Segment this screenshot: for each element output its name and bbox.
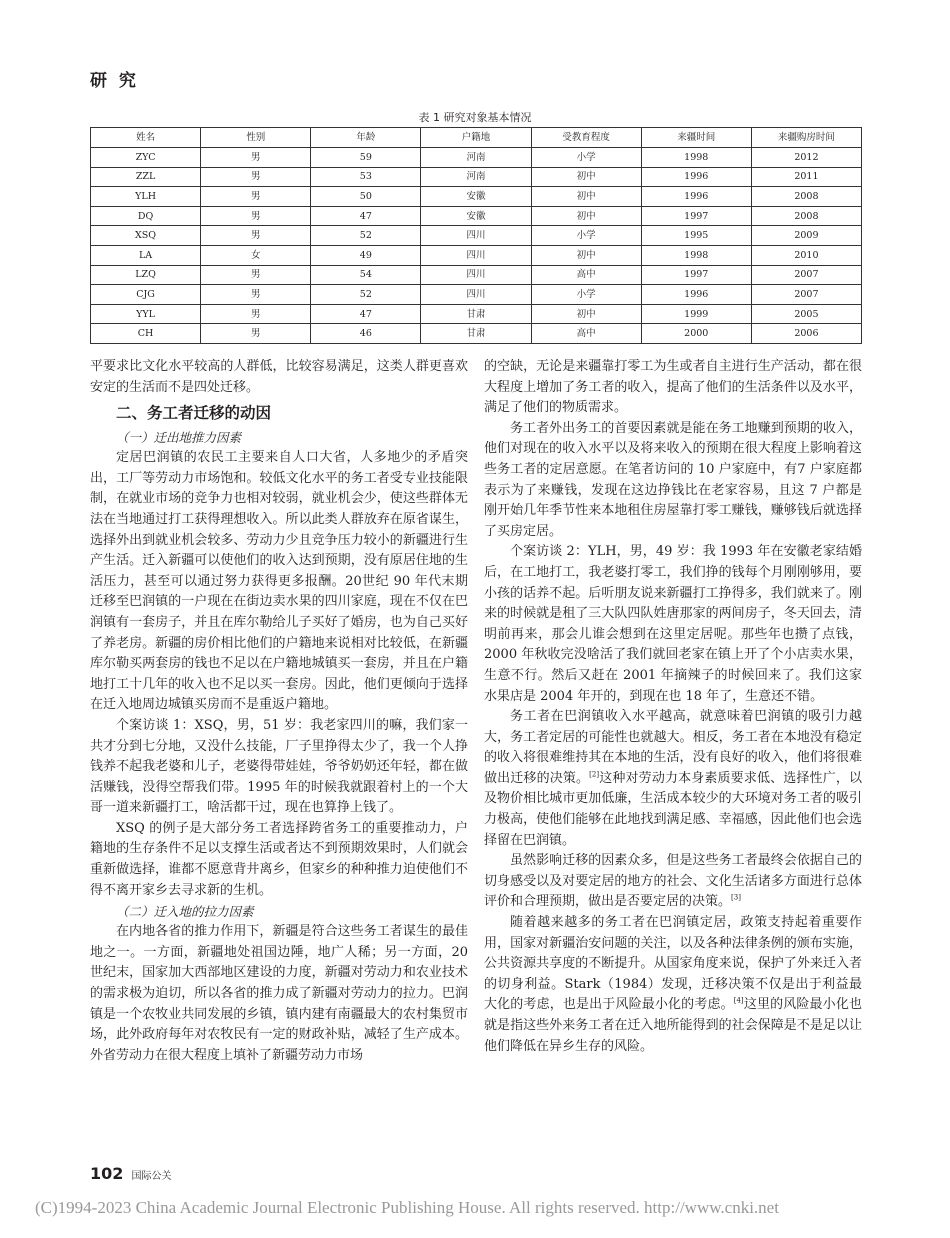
table-cell: CJG xyxy=(91,285,201,305)
table-cell: 47 xyxy=(311,206,421,226)
left-column xyxy=(90,357,468,1066)
table-cell: YYL xyxy=(91,304,201,324)
table-cell: 1997 xyxy=(641,265,751,285)
table-cell: 四川 xyxy=(421,285,531,305)
table-cell: 男 xyxy=(201,226,311,246)
table-header-row xyxy=(91,128,862,148)
table-row xyxy=(91,324,862,344)
table-cell: 2007 xyxy=(751,285,861,305)
table-cell: 甘肃 xyxy=(421,324,531,344)
table-cell: 初中 xyxy=(531,206,641,226)
column-header: 姓名 xyxy=(91,128,201,148)
column-header: 性别 xyxy=(201,128,311,148)
table-cell: 初中 xyxy=(531,167,641,187)
table-cell: 50 xyxy=(311,187,421,207)
table-row xyxy=(91,206,862,226)
table-cell: 1996 xyxy=(641,285,751,305)
table-cell: YLH xyxy=(91,187,201,207)
paragraph-text: 这里的风险最小化也就是指这些外来务工者在迁入地所能得到的社会保障是不是足以让他们降低在异乡生存的风险。 xyxy=(484,997,862,1054)
column-header: 来疆时间 xyxy=(641,128,751,148)
table-cell: 初中 xyxy=(531,245,641,265)
table-cell: ZYC xyxy=(91,148,201,168)
table-cell: 四川 xyxy=(421,226,531,246)
paragraph-text: 随着越来越多的务工者在巴润镇定居，政策支持起着重要作用，国家对新疆治安问题的关注，以及各种法律条例的颁布实施，公共资源共享度的不断提升。从国家角度来说，保护了外来迁入者的切身利益。Stark（1984）发现，迁移决策不仅是出于利益最大化的考虑，也是出于风险最小化的考虑。 xyxy=(484,915,862,1013)
table-cell: 小学 xyxy=(531,148,641,168)
table-cell: LA xyxy=(91,245,201,265)
table-cell: 49 xyxy=(311,245,421,265)
citation: [4] xyxy=(733,997,744,1006)
copyright-notice: (C)1994-2023 China Academic Journal Electronic Publishing House. All rights reserved. http://www.cnki.net xyxy=(35,1198,779,1217)
paragraph xyxy=(484,707,862,851)
table-cell: LZQ xyxy=(91,265,201,285)
paragraph: 务工者外出务工的首要因素就是能在务工地赚到预期的收入，他们对现在的收入水平以及将来收入的预期在很大程度上影响着这些务工者的定居意愿。在笔者访问的 10 户家庭中，有7 户家庭都表示为了来赚钱，发现在这边挣钱比在老家容易，且这 7 户都是刚开始几年季节性来本地租住房屋靠打零工赚钱，赚够钱后就选择了买房定居。 xyxy=(484,420,862,539)
paragraph-text: 务工者在巴润镇收入水平越高，就意味着巴润镇的吸引力越大，务工者定居的可能性也就越大。相反，务工者在本地没有稳定的收入将很难维持其在本地的生活，没有良好的收入，他们将很难做出迁移的决策。 xyxy=(484,709,862,786)
column-header: 受教育程度 xyxy=(531,128,641,148)
table-cell: 1998 xyxy=(641,148,751,168)
paragraph: 在内地各省的推力作用下，新疆是符合这些务工者谋生的最佳地之一。一方面，新疆地处祖国边陲，地广人稀；另一方面，20 世纪末，国家加大西部地区建设的力度，新疆对劳动力和农业技术的需求极为迫切，所以各省的推力成了新疆对劳动力的拉力。巴润镇是一个农牧业共同发展的乡镇，镇内建有南疆最大的农村集贸市场，此外政府每年对农牧民有一定的财政补贴，减轻了生产成本。外省劳动力在很大程度上填补了新疆劳动力市场 xyxy=(90,924,468,1063)
table-cell: 2012 xyxy=(751,148,861,168)
table-caption: 表 1 研究对象基本情况 xyxy=(418,111,532,124)
table-cell: 男 xyxy=(201,148,311,168)
table-row xyxy=(91,285,862,305)
table-cell: 初中 xyxy=(531,187,641,207)
table-cell: 1995 xyxy=(641,226,751,246)
column-header: 来疆购房时间 xyxy=(751,128,861,148)
right-column xyxy=(484,357,862,1057)
table-cell: 2009 xyxy=(751,226,861,246)
table-cell: 1996 xyxy=(641,167,751,187)
table-cell: 2010 xyxy=(751,245,861,265)
table-cell: 1998 xyxy=(641,245,751,265)
table-cell: 47 xyxy=(311,304,421,324)
table-cell: 52 xyxy=(311,285,421,305)
table-cell: 男 xyxy=(201,304,311,324)
table-cell: 2000 xyxy=(641,324,751,344)
table-cell: 河南 xyxy=(421,148,531,168)
paragraph: 的空缺，无论是来疆靠打零工为生或者自主进行生产活动，都在很大程度上增加了务工者的收入，提高了他们的生活条件以及水平，满足了他们的物质需求。 xyxy=(484,359,862,416)
table-cell: CH xyxy=(91,324,201,344)
table-cell: 男 xyxy=(201,167,311,187)
table-cell: 高中 xyxy=(531,265,641,285)
table-cell: 初中 xyxy=(531,304,641,324)
table-cell: 2008 xyxy=(751,187,861,207)
subjects-table xyxy=(90,127,862,344)
table-cell: 2005 xyxy=(751,304,861,324)
table-cell: 1999 xyxy=(641,304,751,324)
table-cell: 小学 xyxy=(531,226,641,246)
table-cell: 男 xyxy=(201,285,311,305)
table-cell: 54 xyxy=(311,265,421,285)
citation: [3] xyxy=(731,894,741,903)
paragraph: 个案访谈 2：YLH，男，49 岁：我 1993 年在安徽老家结婚后，在工地打工，我老婆打零工，我们挣的钱每个月刚刚够用，要小孩的话养不起。后听朋友说来新疆打工挣得多，我们就来了。刚来的时候就是租了三大队四队姓唐那家的两间房子，冬天回去，清明前再来，那会儿谁会想到在这里定居呢。那些年也攒了点钱，2000 年秋收完没啥活了我们就回老家在镇上开了个小店卖水果，生意不行。然后又赶在 2001 年摘辣子的时候回来了。我们这家水果店是 2004 年开的，到现在也 18 年了，生意还不错。 xyxy=(484,544,862,704)
paragraph xyxy=(484,913,862,1057)
column-header: 户籍地 xyxy=(421,128,531,148)
column-header: 年龄 xyxy=(311,128,421,148)
table-cell: 四川 xyxy=(421,265,531,285)
paragraph-text: 这种对劳动力本身素质要求低、选择性广，以及物价相比城市更加低廉，生活成本较少的大环境对务工者的吸引力极高，使他们能够在此地找到满足感、幸福感，因此他们也会选择留在巴润镇。 xyxy=(484,770,862,848)
table-cell: 53 xyxy=(311,167,421,187)
subsection-heading: （一）迁出地推力因素 xyxy=(116,430,242,446)
journal-name: 国际公关 xyxy=(131,1171,172,1182)
table-cell: 男 xyxy=(201,265,311,285)
table-cell: 男 xyxy=(201,206,311,226)
table-body xyxy=(91,148,862,344)
page-footer xyxy=(90,1164,172,1183)
table-cell: 安徽 xyxy=(421,206,531,226)
table-cell: XSQ xyxy=(91,226,201,246)
paragraph: 定居巴润镇的农民工主要来自人口大省，人多地少的矛盾突出，工厂等劳动力市场饱和。较低文化水平的务工者受专业技能限制，在就业市场的竞争力也相对较弱，就业机会少，使这些群体无法在当地通过打工获得理想收入。所以此类人群放弃在原省谋生，选择外出到就业机会较多、劳动力少且竞争压力较小的新疆进行生产生活。迁入新疆可以使他们的收入达到预期，没有原居住地的生活压力，甚至可以通过努力获得更多报酬。20世纪 90 年代末期迁移至巴润镇的一户现在在街边卖水果的四川家庭，现在不仅在巴润镇有一套房子，并且在库尔勒给儿子买好了婚房，也为自己买好了养老房。新疆的房价相比他们的户籍地来说相对比较低，在新疆库尔勒买两套房的钱也不足以在户籍地城镇买一套房，并且在户籍地打工十几年的收入也不足以买一套房。因此，他们更倾向于选择在迁入地周边城镇买房而不是重返户籍地。 xyxy=(90,450,468,713)
subsection-heading: （二）迁入地的拉力因素 xyxy=(116,904,254,920)
table-cell: 52 xyxy=(311,226,421,246)
table-cell: DQ xyxy=(91,206,201,226)
table-cell: 2007 xyxy=(751,265,861,285)
table-cell: 高中 xyxy=(531,324,641,344)
table-cell: 男 xyxy=(201,187,311,207)
table-cell: 2011 xyxy=(751,167,861,187)
table-row xyxy=(91,245,862,265)
table-cell: 男 xyxy=(201,324,311,344)
table-cell: 1996 xyxy=(641,187,751,207)
table-row xyxy=(91,187,862,207)
section-heading: 二、务工者迁移的动因 xyxy=(116,404,272,423)
page-number: 102 xyxy=(90,1164,124,1183)
paragraph-text: 虽然影响迁移的因素众多，但是这些务工者最终会依据自己的切身感受以及对要定居的地方的社会、文化生活诸多方面进行总体评价和合理预期，做出是否要定居的决策。 xyxy=(484,853,862,910)
table-cell: ZZL xyxy=(91,167,201,187)
paragraph: XSQ 的例子是大部分务工者选择跨省务工的重要推动力，户籍地的生存条件不足以支撑生活或者达不到预期效果时，人们就会重新做选择，谁都不愿意背井离乡，但家乡的种种推力迫使他们不得不离开家乡去寻求新的生机。 xyxy=(90,820,468,898)
table-row xyxy=(91,226,862,246)
table-cell: 安徽 xyxy=(421,187,531,207)
table-row xyxy=(91,304,862,324)
table-cell: 四川 xyxy=(421,245,531,265)
paragraph xyxy=(484,851,862,913)
table-cell: 河南 xyxy=(421,167,531,187)
table-cell: 甘肃 xyxy=(421,304,531,324)
table-cell: 59 xyxy=(311,148,421,168)
table-row xyxy=(91,265,862,285)
table-cell: 2008 xyxy=(751,206,861,226)
citation: [2] xyxy=(589,770,600,779)
table-cell: 2006 xyxy=(751,324,861,344)
table-row xyxy=(91,148,862,168)
table-cell: 女 xyxy=(201,245,311,265)
table-cell: 小学 xyxy=(531,285,641,305)
table-row xyxy=(91,167,862,187)
paragraph: 平要求比文化水平较高的人群低，比较容易满足，这类人群更喜欢安定的生活而不是四处迁移。 xyxy=(90,359,468,395)
paragraph: 个案访谈 1：XSQ，男，51 岁：我老家四川的嘛，我们家一共才分到七分地，又没什么技能，厂子里挣得太少了，我一个人挣钱养不起我老婆和儿子，老婆得带娃娃，爷爷奶奶还年轻，都在做活赚钱，没得空帮我们带。1995 年的时候我就跟着村上的一个大哥一道来新疆打工，啥活都干过，现在也算挣上钱了。 xyxy=(90,717,468,816)
table-cell: 1997 xyxy=(641,206,751,226)
table-cell: 46 xyxy=(311,324,421,344)
section-header: 研 究 xyxy=(90,71,139,91)
